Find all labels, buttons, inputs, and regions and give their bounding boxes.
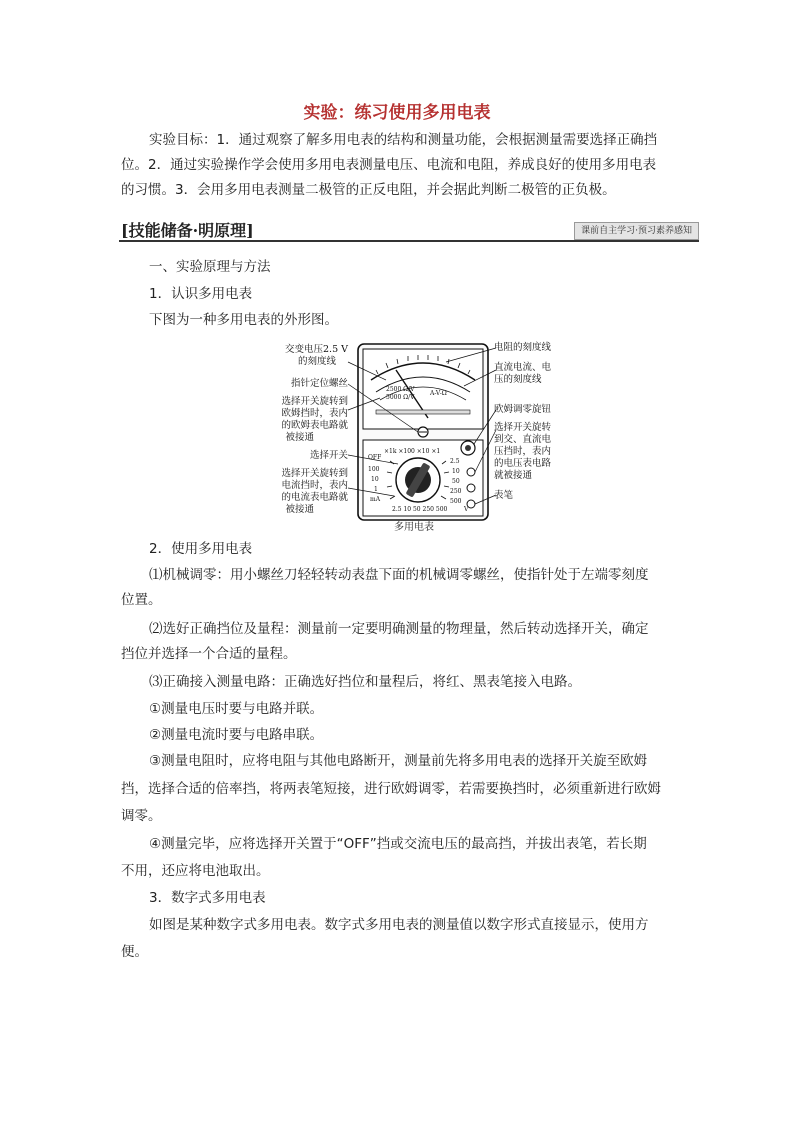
section-tag: 课前自主学习·预习素养感知 — [574, 222, 699, 240]
step-2-line-2: 挡位并选择一个合适的量程。 — [121, 646, 297, 662]
dial-right-50: 50 — [452, 478, 460, 485]
label-current-switch-1: 选择开关旋转到 — [281, 468, 348, 479]
label-current-switch-4: 被接通 — [285, 504, 314, 515]
subheading-use-meter: 2．使用多用电表 — [149, 541, 253, 557]
page-title: 实验：练习使用多用电表 — [303, 103, 491, 123]
step-3c-line-2: 挡，选择合适的倍率挡，将两表笔短接，进行欧姆调零，若需要换挡时，必须重新进行欧姆 — [121, 781, 661, 797]
label-current-switch-3: 的电流表电路就 — [281, 492, 348, 503]
dial-right-250: 250 — [450, 488, 462, 495]
label-dc-scale-2: 压的刻度线 — [494, 374, 542, 385]
step-3c-line-3: 调零。 — [121, 808, 162, 824]
dial-right-10: 10 — [452, 468, 460, 475]
step-3b: ②测量电流时要与电路串联。 — [149, 727, 324, 743]
dial-left-10: 10 — [371, 476, 379, 483]
subheading-digital-meter: 3．数字式多用电表 — [149, 890, 266, 906]
label-ohm-knob: 欧姆调零旋钮 — [494, 404, 552, 415]
step-1-line-1: ⑴机械调零：用小螺丝刀轻轻转动表盘下面的机械调零螺丝，使指针处于左端零刻度 — [149, 567, 649, 583]
dial-v: V — [464, 506, 469, 513]
dial-off: OFF — [368, 454, 382, 461]
objective-line-2: 位。2．通过实验操作学会使用多用电表测量电压、电流和电阻，养成良好的使用多用电表 — [121, 157, 657, 173]
label-ohm-switch-3: 的欧姆表电路就 — [281, 420, 348, 431]
dial-left-1: 1 — [374, 486, 378, 493]
objective-line-3: 的习惯。3．会用多用电表测量二极管的正反电阻，并会据此判断二极管的正负极。 — [121, 182, 616, 198]
figure-intro: 下图为一种多用电表的外形图。 — [149, 312, 338, 328]
digital-line-2: 便。 — [121, 944, 148, 960]
label-selector: 选择开关 — [309, 450, 348, 461]
step-2-line-1: ⑵选好正确挡位及量程：测量前一定要明确测量的物理量，然后转动选择开关，确定 — [149, 621, 649, 637]
heading-principle: 一、实验原理与方法 — [149, 259, 271, 275]
label-voltage-switch-2: 到交、直流电 — [494, 434, 552, 445]
label-zero-screw: 指针定位螺丝 — [290, 378, 348, 389]
digital-line-1: 如图是某种数字式多用电表。数字式多用电表的测量值以数字形式直接显示，使用方 — [149, 917, 649, 933]
step-1-line-2: 位置。 — [121, 592, 162, 608]
label-voltage-switch-5: 就被接通 — [494, 470, 533, 481]
dial-left-100: 100 — [368, 466, 380, 473]
dial-right-500: 500 — [450, 498, 462, 505]
label-dc-scale-1: 直流电流、电 — [494, 362, 552, 373]
dial-bottom-marks: 2.5 10 50 250 500 — [392, 506, 448, 513]
figure-caption: 多用电表 — [394, 522, 434, 533]
label-voltage-switch-4: 的电压表电路 — [494, 458, 552, 469]
dial-right-2-5: 2.5 — [450, 458, 460, 465]
label-current-switch-2: 电流挡时，表内 — [281, 480, 348, 491]
label-ohm-switch-1: 选择开关旋转到 — [281, 396, 348, 407]
section-header — [119, 218, 699, 242]
step-3c-line-1: ③测量电阻时，应将电阻与其他电路断开，测量前先将多用电表的选择开关旋至欧姆 — [149, 753, 648, 769]
label-ac-scale-2: 的刻度线 — [297, 356, 336, 367]
meter-center-label: A-V-Ω — [430, 390, 447, 397]
section-title: [技能储备·明原理] — [121, 221, 254, 240]
objective-line-1: 实验目标：1．通过观察了解多用电表的结构和测量功能，会根据测量需要选择正确挡 — [149, 132, 658, 148]
label-ohm-switch-4: 被接通 — [285, 432, 314, 443]
label-ac-scale-1: 交变电压2.5 V — [285, 344, 348, 355]
dial-ma: mA — [370, 496, 381, 503]
dial-ohm-ranges: ×1k ×100 ×10 ×1 — [384, 448, 441, 455]
meter-left-2: 5000 Ω/V — [386, 394, 415, 401]
label-voltage-switch-3: 压挡时，表内 — [494, 446, 552, 457]
step-3d-line-2: 不用，还应将电池取出。 — [121, 863, 270, 879]
meter-left-1: 2500 Ω/V — [386, 386, 415, 393]
label-ohm-switch-2: 欧姆挡时，表内 — [281, 408, 348, 419]
section-divider — [119, 240, 699, 242]
label-probes: 表笔 — [494, 490, 514, 501]
step-3-line-1: ⑶正确接入测量电路：正确选好挡位和量程后，将红、黑表笔接入电路。 — [149, 674, 581, 690]
label-voltage-switch-1: 选择开关旋转 — [494, 422, 552, 433]
multimeter-figure — [268, 340, 552, 533]
step-3d-line-1: ④测量完毕，应将选择开关置于“OFF”挡或交流电压的最高挡，并拔出表笔，若长期 — [149, 836, 647, 852]
step-3a: ①测量电压时要与电路并联。 — [149, 701, 324, 717]
subheading-know-meter: 1．认识多用电表 — [149, 286, 253, 302]
label-ohm-scale: 电阻的刻度线 — [494, 342, 552, 353]
